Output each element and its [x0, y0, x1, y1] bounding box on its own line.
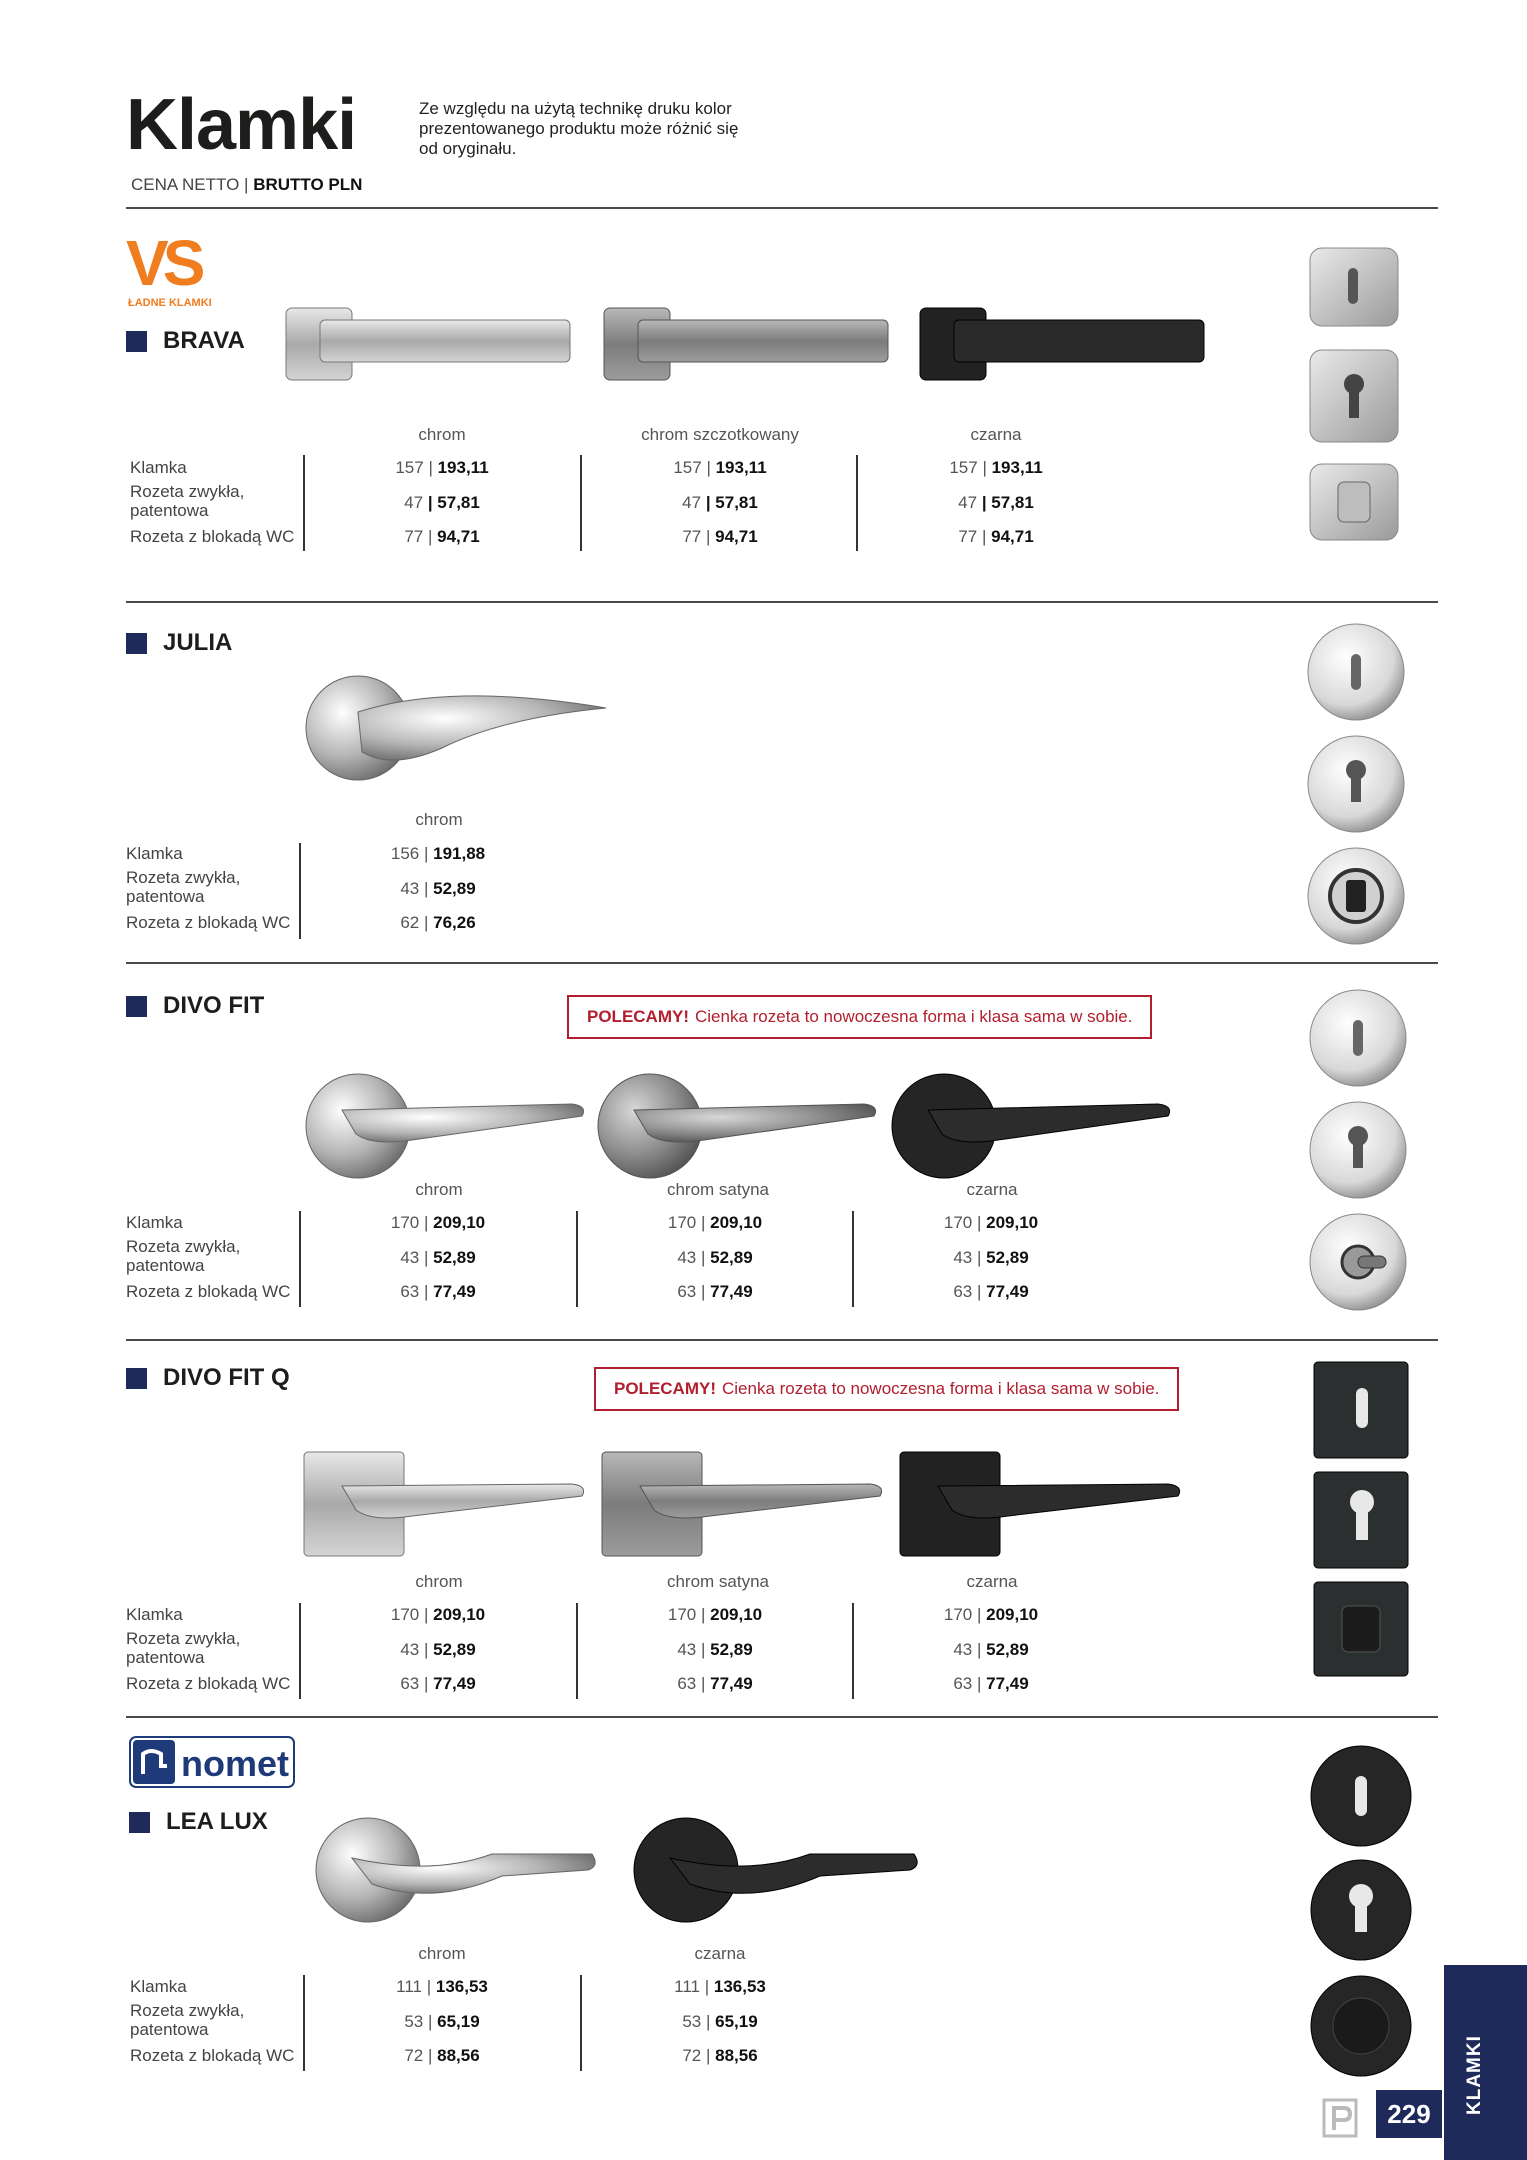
brava-czarna-wc-price: 77 | 94,71 — [958, 527, 1034, 546]
section-bullet — [126, 996, 147, 1017]
divofit-satyna-wc-price: 63 | 77,49 — [677, 1282, 753, 1301]
column-divider — [299, 1211, 301, 1307]
column-divider — [856, 455, 858, 551]
divofitq-czarna-handle-image — [898, 1450, 1188, 1558]
divofitq-satyna-rozeta-price: 43 | 52,89 — [677, 1640, 753, 1659]
brava-czarna-handle-image — [918, 296, 1210, 392]
divofit-chrom-handle-image — [302, 1070, 592, 1182]
divofitq-col-chrom: chrom — [415, 1572, 463, 1591]
lealux-chrom-klamka-price: 111 | 136,53 — [396, 1977, 488, 1996]
brava-chrom-handle-image — [284, 296, 576, 392]
column-divider — [580, 1975, 582, 2071]
p-logo-icon — [1322, 2098, 1358, 2138]
row-label-rozeta-wc: Rozeta z blokadą WC — [126, 913, 291, 932]
divider — [126, 207, 1438, 209]
row-label-rozeta: Rozeta zwykła, patentowa — [130, 2001, 245, 2039]
lealux-chrom-wc-price: 72 | 88,56 — [404, 2046, 480, 2065]
section-bullet — [126, 1368, 147, 1389]
divider — [126, 1716, 1438, 1718]
brava-szczotkowany-klamka-price: 157 | 193,11 — [673, 458, 767, 477]
divofit-czarna-handle-image — [888, 1070, 1178, 1182]
column-divider — [576, 1211, 578, 1307]
vs-logo — [126, 230, 236, 310]
divofit-chrom-satyna-handle-image — [594, 1070, 884, 1182]
row-label-rozeta: Rozeta zwykła, patentowa — [126, 1237, 241, 1275]
vs-logo-subtext: ŁADNE KLAMKI — [128, 297, 212, 309]
divofit-satyna-klamka-price: 170 | 209,10 — [667, 1213, 763, 1232]
divider — [126, 1339, 1438, 1341]
column-divider — [299, 843, 301, 939]
divofitq-chrom-klamka-price: 170 | 209,10 — [390, 1605, 486, 1624]
column-divider — [580, 455, 582, 551]
brava-szczotkowany-wc-price: 77 | 94,71 — [682, 527, 758, 546]
divofitq-satyna-klamka-price: 170 | 209,10 — [667, 1605, 763, 1624]
julia-chrom-klamka-price: 156 | 191,88 — [390, 844, 486, 863]
divofit-czarna-rozeta-price: 43 | 52,89 — [953, 1248, 1029, 1267]
row-label-rozeta-wc: Rozeta z blokadą WC — [126, 1674, 291, 1693]
column-divider — [303, 455, 305, 551]
lealux-czarna-klamka-price: 111 | 136,53 — [674, 1977, 766, 1996]
divofitq-chrom-satyna-handle-image — [600, 1450, 890, 1558]
page-number: 229 — [1376, 2090, 1442, 2138]
polecamy-banner-divo-fit-q: POLECAMY! Cienka rozeta to nowoczesna forma i klasa sama w sobie. — [594, 1367, 1179, 1411]
divofitq-czarna-wc-price: 63 | 77,49 — [953, 1674, 1029, 1693]
section-bullet — [129, 1812, 150, 1833]
section-tab — [1444, 1965, 1527, 2160]
brava-chrom-szczotkowany-handle-image — [602, 296, 894, 392]
julia-col-chrom: chrom — [415, 810, 463, 829]
divofitq-col-chrom-satyna: chrom satyna — [666, 1572, 770, 1591]
row-label-rozeta: Rozeta zwykła, patentowa — [130, 482, 245, 520]
section-title-lea-lux: LEA LUX — [129, 1808, 268, 1836]
lealux-chrom-rozeta-price: 53 | 65,19 — [404, 2012, 480, 2031]
divofit-chrom-klamka-price: 170 | 209,10 — [390, 1213, 486, 1232]
price-legend-brutto: BRUTTO PLN — [253, 175, 363, 194]
divofit-chrom-rozeta-price: 43 | 52,89 — [400, 1248, 476, 1267]
brava-col-czarna: czarna — [970, 425, 1022, 444]
brava-rosettes-image — [1306, 246, 1402, 542]
julia-rosettes-image — [1306, 620, 1406, 948]
section-bullet — [126, 331, 147, 352]
section-title-julia: JULIA — [126, 629, 232, 657]
divofitq-chrom-rozeta-price: 43 | 52,89 — [400, 1640, 476, 1659]
lealux-rosettes-image — [1308, 1744, 1414, 2078]
section-bullet — [126, 633, 147, 654]
polecamy-banner-divo-fit: POLECAMY! Cienka rozeta to nowoczesna forma i klasa sama w sobie. — [567, 995, 1152, 1039]
row-label-klamka: Klamka — [126, 844, 183, 863]
divofit-col-chrom: chrom — [415, 1180, 463, 1199]
section-title-brava: BRAVA — [126, 327, 245, 355]
price-legend-netto: CENA NETTO | — [131, 175, 254, 194]
lealux-czarna-wc-price: 72 | 88,56 — [682, 2046, 758, 2065]
section-title-divo-fit: DIVO FIT — [126, 992, 264, 1020]
julia-chrom-handle-image — [302, 672, 610, 784]
row-label-rozeta: Rozeta zwykła, patentowa — [126, 868, 241, 906]
divofitq-col-czarna: czarna — [966, 1572, 1018, 1591]
lealux-czarna-rozeta-price: 53 | 65,19 — [682, 2012, 758, 2031]
row-label-rozeta-wc: Rozeta z blokadą WC — [130, 527, 295, 546]
page-title: Klamki — [126, 85, 357, 165]
row-label-klamka: Klamka — [130, 1977, 187, 1996]
row-label-klamka: Klamka — [130, 458, 187, 477]
divofitq-rosettes-image — [1312, 1360, 1410, 1678]
column-divider — [852, 1603, 854, 1699]
brava-chrom-rozeta-price: 47 | 57,81 — [404, 493, 480, 512]
divofitq-czarna-klamka-price: 170 | 209,10 — [943, 1605, 1039, 1624]
row-label-rozeta-wc: Rozeta z blokadą WC — [126, 1282, 291, 1301]
section-tab-label: KLAMKI — [1464, 2035, 1485, 2115]
lealux-chrom-handle-image — [312, 1814, 602, 1926]
nomet-logo — [129, 1736, 295, 1788]
brava-col-chrom-szczotkowany: chrom szczotkowany — [641, 425, 799, 444]
column-divider — [299, 1603, 301, 1699]
row-label-rozeta-wc: Rozeta z blokadą WC — [130, 2046, 295, 2065]
divofit-col-chrom-satyna: chrom satyna — [666, 1180, 770, 1199]
divofit-czarna-klamka-price: 170 | 209,10 — [943, 1213, 1039, 1232]
divofitq-czarna-rozeta-price: 43 | 52,89 — [953, 1640, 1029, 1659]
divider — [126, 601, 1438, 603]
row-label-klamka: Klamka — [126, 1605, 183, 1624]
row-label-rozeta: Rozeta zwykła, patentowa — [126, 1629, 241, 1667]
column-divider — [576, 1603, 578, 1699]
vs-logo-text: VS — [126, 230, 200, 299]
divofitq-chrom-handle-image — [302, 1450, 592, 1558]
brava-czarna-rozeta-price: 47 | 57,81 — [958, 493, 1034, 512]
row-label-klamka: Klamka — [126, 1213, 183, 1232]
nomet-logo-text: nomet — [181, 1743, 289, 1784]
lealux-col-czarna: czarna — [694, 1944, 746, 1963]
lealux-czarna-handle-image — [630, 1814, 924, 1926]
divofit-chrom-wc-price: 63 | 77,49 — [400, 1282, 476, 1301]
brava-szczotkowany-rozeta-price: 47 | 57,81 — [682, 493, 758, 512]
divofit-col-czarna: czarna — [966, 1180, 1018, 1199]
brava-col-chrom: chrom — [418, 425, 466, 444]
column-divider — [303, 1975, 305, 2071]
divofit-rosettes-image — [1308, 988, 1408, 1314]
divider — [126, 962, 1438, 964]
divofitq-satyna-wc-price: 63 | 77,49 — [677, 1674, 753, 1693]
print-disclaimer: Ze względu na użytą technikę druku kolor prezentowanego produktu może różnić się od oryginału. — [419, 99, 739, 158]
column-divider — [852, 1211, 854, 1307]
section-title-divo-fit-q: DIVO FIT Q — [126, 1364, 290, 1392]
divofitq-chrom-wc-price: 63 | 77,49 — [400, 1674, 476, 1693]
lealux-col-chrom: chrom — [418, 1944, 466, 1963]
divofit-satyna-rozeta-price: 43 | 52,89 — [677, 1248, 753, 1267]
divofit-czarna-wc-price: 63 | 77,49 — [953, 1282, 1029, 1301]
brava-chrom-klamka-price: 157 | 193,11 — [395, 458, 489, 477]
price-legend — [131, 175, 362, 195]
julia-chrom-wc-price: 62 | 76,26 — [400, 913, 476, 932]
brava-chrom-wc-price: 77 | 94,71 — [404, 527, 480, 546]
brava-czarna-klamka-price: 157 | 193,11 — [949, 458, 1043, 477]
julia-chrom-rozeta-price: 43 | 52,89 — [400, 879, 476, 898]
